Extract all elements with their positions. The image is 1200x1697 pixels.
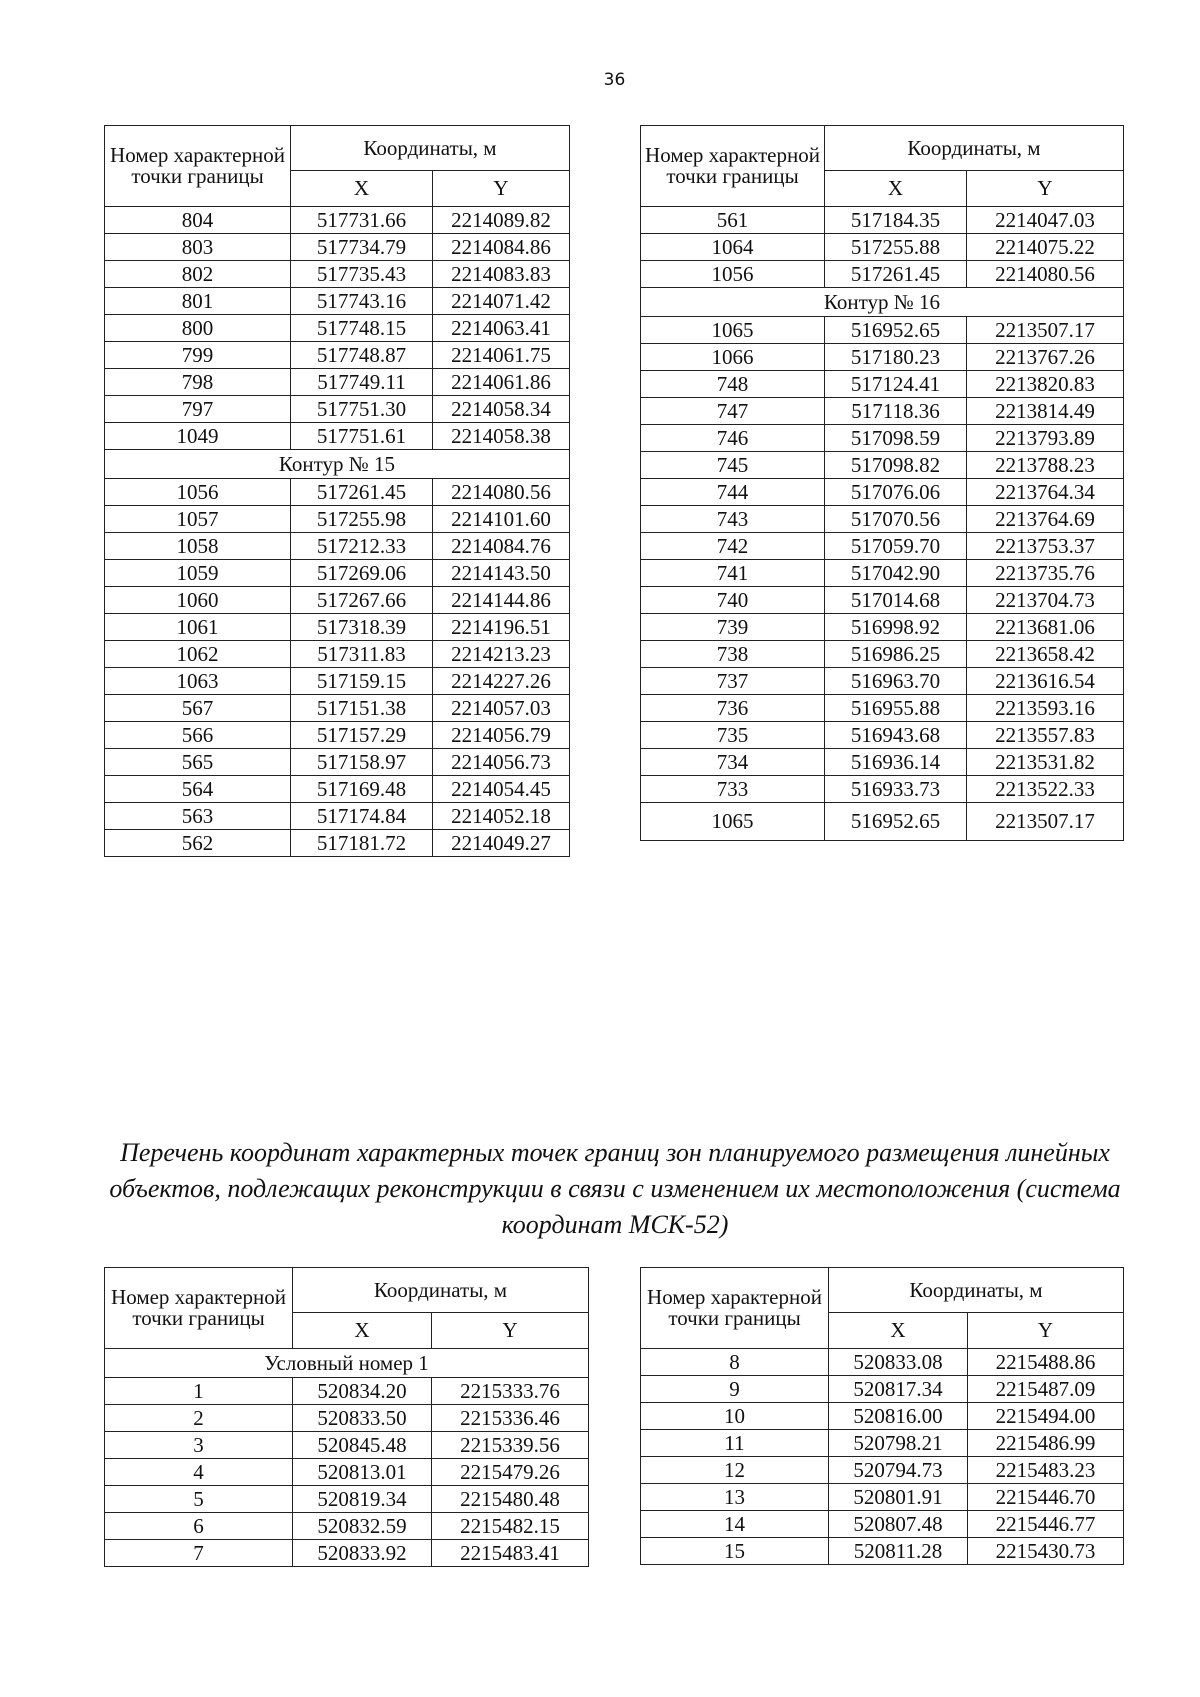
table-row [641, 207, 1124, 234]
y-coordinate-cell: 2214049.27 [433, 830, 570, 857]
table-row [105, 1405, 589, 1432]
x-coordinate-cell: 516952.65 [825, 803, 967, 841]
x-coordinate-cell: 516963.70 [825, 668, 967, 695]
table-row [641, 425, 1124, 452]
x-coordinate-cell: 520817.34 [829, 1376, 968, 1403]
y-coordinate-cell: 2214054.45 [433, 776, 570, 803]
y-coordinate-cell: 2214084.86 [433, 234, 570, 261]
point-number-cell: 562 [105, 830, 291, 857]
column-header-coordinates: Координаты, м [291, 126, 570, 171]
x-coordinate-cell: 517158.97 [291, 749, 433, 776]
point-number-cell: 11 [641, 1430, 829, 1457]
x-coordinate-cell: 520816.00 [829, 1403, 968, 1430]
x-coordinate-cell: 516933.73 [825, 776, 967, 803]
x-coordinate-cell: 520845.48 [293, 1432, 432, 1459]
table-row [641, 1457, 1124, 1484]
y-coordinate-cell: 2215486.99 [968, 1430, 1124, 1457]
point-number-cell: 566 [105, 722, 291, 749]
table-row [105, 641, 570, 668]
y-coordinate-cell: 2215446.77 [968, 1511, 1124, 1538]
table-row [105, 369, 570, 396]
y-coordinate-cell: 2213764.34 [967, 479, 1124, 506]
table-row [641, 1430, 1124, 1457]
x-coordinate-cell: 516952.65 [825, 317, 967, 344]
section-heading: Перечень координат характерных точек границ зон планируемого размещения линейных объектов, подлежащих реконструкции в связи с изменением их местоположения (система координат МСК-52) [109, 1138, 1121, 1239]
table-row [105, 587, 570, 614]
x-coordinate-cell: 517748.87 [291, 342, 433, 369]
y-coordinate-cell: 2214089.82 [433, 207, 570, 234]
y-coordinate-cell: 2214101.60 [433, 506, 570, 533]
y-coordinate-cell: 2214056.79 [433, 722, 570, 749]
point-number-cell: 734 [641, 749, 825, 776]
column-header-y: Y [968, 1313, 1124, 1349]
y-coordinate-cell: 2214143.50 [433, 560, 570, 587]
table-row [641, 668, 1124, 695]
table-row [105, 1378, 589, 1405]
y-coordinate-cell: 2214056.73 [433, 749, 570, 776]
table-row [105, 614, 570, 641]
y-coordinate-cell: 2214075.22 [967, 234, 1124, 261]
point-number-cell: 802 [105, 261, 291, 288]
column-header-x: X [829, 1313, 968, 1349]
x-coordinate-cell: 517174.84 [291, 803, 433, 830]
x-coordinate-cell: 520833.08 [829, 1349, 968, 1376]
table-row [105, 288, 570, 315]
point-number-cell: 743 [641, 506, 825, 533]
y-coordinate-cell: 2215482.15 [432, 1513, 589, 1540]
point-number-cell: 1065 [641, 317, 825, 344]
x-coordinate-cell: 517749.11 [291, 369, 433, 396]
table-row [105, 1540, 589, 1567]
point-number-cell: 10 [641, 1403, 829, 1430]
coordinates-table-2 [640, 125, 1124, 841]
x-coordinate-cell: 520834.20 [293, 1378, 432, 1405]
table-row [105, 315, 570, 342]
y-coordinate-cell: 2214061.86 [433, 369, 570, 396]
table-row [105, 479, 570, 506]
point-number-cell: 6 [105, 1513, 293, 1540]
column-header-coordinates: Координаты, м [825, 126, 1124, 171]
y-coordinate-cell: 2215333.76 [432, 1378, 589, 1405]
point-number-cell: 738 [641, 641, 825, 668]
point-number-cell: 1056 [105, 479, 291, 506]
coordinates-table-1 [104, 125, 570, 857]
table-row [641, 398, 1124, 425]
point-number-cell: 1063 [105, 668, 291, 695]
y-coordinate-cell: 2215480.48 [432, 1486, 589, 1513]
y-coordinate-cell: 2214213.23 [433, 641, 570, 668]
x-coordinate-cell: 516943.68 [825, 722, 967, 749]
point-number-cell: 15 [641, 1538, 829, 1565]
contour-row [105, 1349, 589, 1378]
y-coordinate-cell: 2214047.03 [967, 207, 1124, 234]
y-coordinate-cell: 2213753.37 [967, 533, 1124, 560]
y-coordinate-cell: 2214052.18 [433, 803, 570, 830]
x-coordinate-cell: 517151.38 [291, 695, 433, 722]
point-number-cell: 733 [641, 776, 825, 803]
point-number-cell: 567 [105, 695, 291, 722]
table-row [105, 1513, 589, 1540]
point-number-cell: 801 [105, 288, 291, 315]
x-coordinate-cell: 520833.92 [293, 1540, 432, 1567]
point-number-cell: 746 [641, 425, 825, 452]
x-coordinate-cell: 517014.68 [825, 587, 967, 614]
y-coordinate-cell: 2215483.41 [432, 1540, 589, 1567]
table-row [641, 695, 1124, 722]
y-coordinate-cell: 2214061.75 [433, 342, 570, 369]
table-row [641, 506, 1124, 533]
column-header-y: Y [433, 171, 570, 207]
x-coordinate-cell: 517180.23 [825, 344, 967, 371]
x-coordinate-cell: 520819.34 [293, 1486, 432, 1513]
y-coordinate-cell: 2213764.69 [967, 506, 1124, 533]
column-header-y: Y [432, 1313, 589, 1349]
table-row [641, 1484, 1124, 1511]
x-coordinate-cell: 517255.88 [825, 234, 967, 261]
table-row [641, 614, 1124, 641]
y-coordinate-cell: 2215483.23 [968, 1457, 1124, 1484]
table-row [641, 1511, 1124, 1538]
x-coordinate-cell: 517159.15 [291, 668, 433, 695]
column-header-point-number: Номер характерной точки границы [105, 1268, 293, 1349]
y-coordinate-cell: 2214058.38 [433, 423, 570, 450]
x-coordinate-cell: 520832.59 [293, 1513, 432, 1540]
y-coordinate-cell: 2214227.26 [433, 668, 570, 695]
table-row [641, 371, 1124, 398]
table-row [105, 261, 570, 288]
y-coordinate-cell: 2213704.73 [967, 587, 1124, 614]
column-header-x: X [293, 1313, 432, 1349]
point-number-cell: 739 [641, 614, 825, 641]
x-coordinate-cell: 516998.92 [825, 614, 967, 641]
table-row [641, 533, 1124, 560]
y-coordinate-cell: 2213814.49 [967, 398, 1124, 425]
point-number-cell: 1057 [105, 506, 291, 533]
table-row [641, 587, 1124, 614]
y-coordinate-cell: 2214084.76 [433, 533, 570, 560]
table-row [641, 803, 1124, 841]
contour-label: Контур № 15 [105, 450, 570, 479]
y-coordinate-cell: 2213681.06 [967, 614, 1124, 641]
table-row [105, 533, 570, 560]
table-row [641, 560, 1124, 587]
point-number-cell: 563 [105, 803, 291, 830]
column-header-point-number: Номер характерной точки границы [105, 126, 291, 207]
x-coordinate-cell: 517318.39 [291, 614, 433, 641]
x-coordinate-cell: 517169.48 [291, 776, 433, 803]
table-row [105, 423, 570, 450]
point-number-cell: 800 [105, 315, 291, 342]
point-number-cell: 747 [641, 398, 825, 425]
x-coordinate-cell: 517124.41 [825, 371, 967, 398]
page-number: 36 [603, 70, 626, 90]
point-number-cell: 12 [641, 1457, 829, 1484]
point-number-cell: 1065 [641, 803, 825, 841]
table-row [641, 479, 1124, 506]
x-coordinate-cell: 517076.06 [825, 479, 967, 506]
x-coordinate-cell: 517070.56 [825, 506, 967, 533]
y-coordinate-cell: 2213522.33 [967, 776, 1124, 803]
point-number-cell: 748 [641, 371, 825, 398]
coordinates-table-4 [640, 1267, 1124, 1565]
table-row [105, 234, 570, 261]
point-number-cell: 561 [641, 207, 825, 234]
point-number-cell: 735 [641, 722, 825, 749]
y-coordinate-cell: 2215494.00 [968, 1403, 1124, 1430]
point-number-cell: 13 [641, 1484, 829, 1511]
y-coordinate-cell: 2213557.83 [967, 722, 1124, 749]
x-coordinate-cell: 520833.50 [293, 1405, 432, 1432]
column-header-x: X [291, 171, 433, 207]
table-row [105, 1432, 589, 1459]
point-number-cell: 745 [641, 452, 825, 479]
x-coordinate-cell: 517184.35 [825, 207, 967, 234]
point-number-cell: 1061 [105, 614, 291, 641]
table-row [105, 695, 570, 722]
point-number-cell: 741 [641, 560, 825, 587]
y-coordinate-cell: 2213658.42 [967, 641, 1124, 668]
y-coordinate-cell: 2213735.76 [967, 560, 1124, 587]
point-number-cell: 798 [105, 369, 291, 396]
y-coordinate-cell: 2214083.83 [433, 261, 570, 288]
x-coordinate-cell: 517748.15 [291, 315, 433, 342]
x-coordinate-cell: 517042.90 [825, 560, 967, 587]
table-row [641, 317, 1124, 344]
point-number-cell: 1066 [641, 344, 825, 371]
table-row [105, 776, 570, 803]
point-number-cell: 804 [105, 207, 291, 234]
point-number-cell: 742 [641, 533, 825, 560]
point-number-cell: 9 [641, 1376, 829, 1403]
x-coordinate-cell: 517181.72 [291, 830, 433, 857]
x-coordinate-cell: 517261.45 [291, 479, 433, 506]
point-number-cell: 1062 [105, 641, 291, 668]
table-row [105, 560, 570, 587]
x-coordinate-cell: 517118.36 [825, 398, 967, 425]
point-number-cell: 1059 [105, 560, 291, 587]
x-coordinate-cell: 517059.70 [825, 533, 967, 560]
y-coordinate-cell: 2214071.42 [433, 288, 570, 315]
table-row [105, 803, 570, 830]
y-coordinate-cell: 2213531.82 [967, 749, 1124, 776]
y-coordinate-cell: 2213793.89 [967, 425, 1124, 452]
table-row [105, 722, 570, 749]
x-coordinate-cell: 520811.28 [829, 1538, 968, 1565]
table-row [641, 749, 1124, 776]
x-coordinate-cell: 517269.06 [291, 560, 433, 587]
point-number-cell: 4 [105, 1459, 293, 1486]
y-coordinate-cell: 2213820.83 [967, 371, 1124, 398]
point-number-cell: 1049 [105, 423, 291, 450]
point-number-cell: 737 [641, 668, 825, 695]
x-coordinate-cell: 517261.45 [825, 261, 967, 288]
y-coordinate-cell: 2215446.70 [968, 1484, 1124, 1511]
table-row [105, 749, 570, 776]
table-row [105, 207, 570, 234]
y-coordinate-cell: 2215487.09 [968, 1376, 1124, 1403]
point-number-cell: 8 [641, 1349, 829, 1376]
y-coordinate-cell: 2213767.26 [967, 344, 1124, 371]
x-coordinate-cell: 517098.82 [825, 452, 967, 479]
x-coordinate-cell: 517157.29 [291, 722, 433, 749]
x-coordinate-cell: 517743.16 [291, 288, 433, 315]
y-coordinate-cell: 2213593.16 [967, 695, 1124, 722]
y-coordinate-cell: 2214058.34 [433, 396, 570, 423]
y-coordinate-cell: 2215488.86 [968, 1349, 1124, 1376]
y-coordinate-cell: 2215479.26 [432, 1459, 589, 1486]
table-row [105, 342, 570, 369]
x-coordinate-cell: 520813.01 [293, 1459, 432, 1486]
x-coordinate-cell: 517735.43 [291, 261, 433, 288]
point-number-cell: 803 [105, 234, 291, 261]
x-coordinate-cell: 517212.33 [291, 533, 433, 560]
x-coordinate-cell: 517734.79 [291, 234, 433, 261]
x-coordinate-cell: 517098.59 [825, 425, 967, 452]
contour-row [641, 288, 1124, 317]
y-coordinate-cell: 2214057.03 [433, 695, 570, 722]
table-row [641, 452, 1124, 479]
contour-label: Условный номер 1 [105, 1349, 589, 1378]
y-coordinate-cell: 2215336.46 [432, 1405, 589, 1432]
table-row [105, 506, 570, 533]
table-row [641, 1538, 1124, 1565]
table-row [641, 234, 1124, 261]
y-coordinate-cell: 2213788.23 [967, 452, 1124, 479]
contour-row [105, 450, 570, 479]
table-row [641, 261, 1124, 288]
point-number-cell: 736 [641, 695, 825, 722]
point-number-cell: 1 [105, 1378, 293, 1405]
y-coordinate-cell: 2214080.56 [433, 479, 570, 506]
table-row [105, 396, 570, 423]
table-row [641, 1376, 1124, 1403]
x-coordinate-cell: 517731.66 [291, 207, 433, 234]
table-row [105, 830, 570, 857]
point-number-cell: 14 [641, 1511, 829, 1538]
y-coordinate-cell: 2214196.51 [433, 614, 570, 641]
x-coordinate-cell: 516955.88 [825, 695, 967, 722]
point-number-cell: 2 [105, 1405, 293, 1432]
column-header-x: X [825, 171, 967, 207]
table-row [105, 668, 570, 695]
table-row [641, 722, 1124, 749]
table-row [641, 641, 1124, 668]
column-header-point-number: Номер характерной точки границы [641, 1268, 829, 1349]
point-number-cell: 565 [105, 749, 291, 776]
y-coordinate-cell: 2214063.41 [433, 315, 570, 342]
x-coordinate-cell: 517267.66 [291, 587, 433, 614]
coordinates-table-3 [104, 1267, 589, 1567]
point-number-cell: 744 [641, 479, 825, 506]
y-coordinate-cell: 2215339.56 [432, 1432, 589, 1459]
point-number-cell: 797 [105, 396, 291, 423]
point-number-cell: 1060 [105, 587, 291, 614]
y-coordinate-cell: 2214080.56 [967, 261, 1124, 288]
point-number-cell: 1058 [105, 533, 291, 560]
x-coordinate-cell: 516986.25 [825, 641, 967, 668]
x-coordinate-cell: 517751.61 [291, 423, 433, 450]
column-header-coordinates: Координаты, м [293, 1268, 589, 1313]
x-coordinate-cell: 517311.83 [291, 641, 433, 668]
x-coordinate-cell: 516936.14 [825, 749, 967, 776]
column-header-coordinates: Координаты, м [829, 1268, 1124, 1313]
table-row [641, 344, 1124, 371]
table-row [641, 1403, 1124, 1430]
point-number-cell: 799 [105, 342, 291, 369]
point-number-cell: 740 [641, 587, 825, 614]
x-coordinate-cell: 520807.48 [829, 1511, 968, 1538]
y-coordinate-cell: 2213507.17 [967, 317, 1124, 344]
y-coordinate-cell: 2213507.17 [967, 803, 1124, 841]
y-coordinate-cell: 2214144.86 [433, 587, 570, 614]
table-row [105, 1486, 589, 1513]
column-header-y: Y [967, 171, 1124, 207]
y-coordinate-cell: 2213616.54 [967, 668, 1124, 695]
x-coordinate-cell: 517751.30 [291, 396, 433, 423]
point-number-cell: 3 [105, 1432, 293, 1459]
point-number-cell: 1064 [641, 234, 825, 261]
point-number-cell: 5 [105, 1486, 293, 1513]
point-number-cell: 1056 [641, 261, 825, 288]
point-number-cell: 7 [105, 1540, 293, 1567]
x-coordinate-cell: 520798.21 [829, 1430, 968, 1457]
column-header-point-number: Номер характерной точки границы [641, 126, 825, 207]
x-coordinate-cell: 517255.98 [291, 506, 433, 533]
table-row [105, 1459, 589, 1486]
point-number-cell: 564 [105, 776, 291, 803]
table-row [641, 776, 1124, 803]
contour-label: Контур № 16 [641, 288, 1124, 317]
x-coordinate-cell: 520801.91 [829, 1484, 968, 1511]
table-row [641, 1349, 1124, 1376]
y-coordinate-cell: 2215430.73 [968, 1538, 1124, 1565]
x-coordinate-cell: 520794.73 [829, 1457, 968, 1484]
